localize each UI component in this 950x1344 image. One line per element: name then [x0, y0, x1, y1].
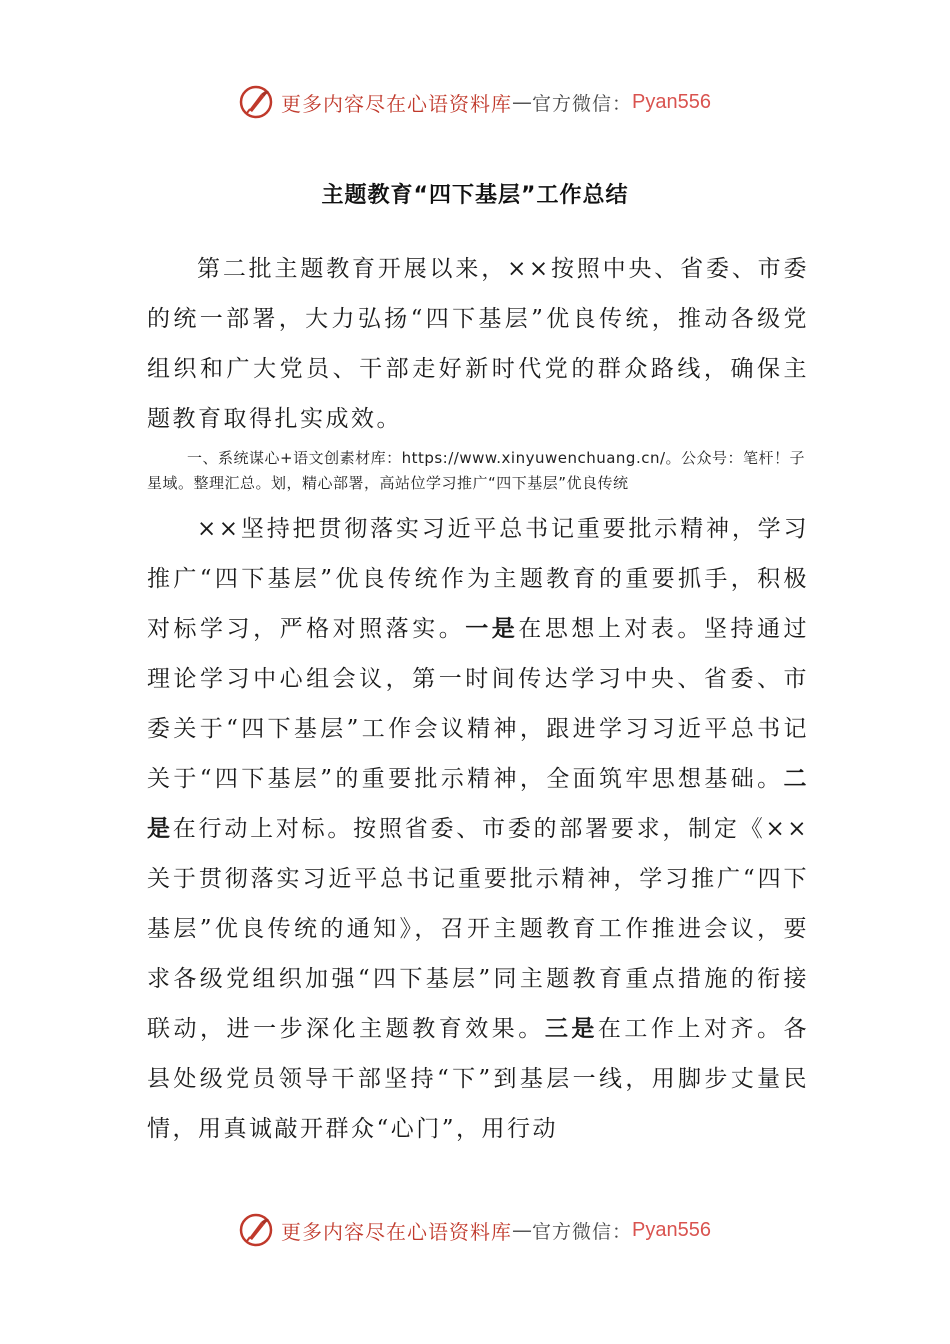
point-two-text: 在行动上对标。按照省委、市委的部署要求，制定《××关于贯彻落实习近平总书记重要批示精神，学习推广“四下基层”优良传统的通知》，召开主题教育工作推进会议，要求各级党组织加强“四下基层”同主题教育重点措施的衔接联动，进一步深化主题教育效果。 [147, 816, 810, 1042]
point-one-text: 在思想上对表。坚持通过理论学习中心组会议，第一时间传达学习中央、省委、市委关于“四下基层”工作会议精神，跟进学习习近平总书记关于“四下基层”的重要批示精神，全面筑牢思想基础。 [147, 616, 810, 792]
keyword-first: 一是 [465, 615, 519, 642]
quill-pen-logo-icon [239, 85, 273, 119]
keyword-third: 三是 [544, 1015, 598, 1042]
banner-text: 更多内容尽在心语资料库 [281, 1219, 512, 1244]
body-paragraph [147, 504, 809, 1154]
intro-paragraph: 第二批主题教育开展以来，××按照中央、省委、市委的统一部署，大力弘扬“四下基层”优良传统，推动各级党组织和广大党员、干部走好新时代党的群众路线，确保主题教育取得扎实成效。 [147, 256, 809, 432]
point-three-text: 在工作上对齐。各县处级党员领导干部坚持“下”到基层一线，用脚步丈量民情，用真诚敲开群众“心门”，用行动 [147, 1016, 810, 1142]
banner-wechat-id: Pyan556 [632, 90, 711, 113]
keyword-second: 二是 [147, 765, 809, 842]
banner-text: 更多内容尽在心语资料库 [281, 91, 512, 116]
banner-separator: — [512, 1218, 532, 1242]
paragraph-lead: ××坚持把贯彻落实习近平总书记重要批示精神，学习推广“四下基层”优良传统作为主题教育的重要抓手，积极对标学习，严格对照落实。 [147, 516, 809, 642]
document-title: 主题教育“四下基层”工作总结 [321, 183, 629, 208]
banner-wechat-label: 官方微信： [532, 92, 633, 115]
section-heading-note: 一、系统谋心+语文创素材库：https://www.xinyuwenchuang.cn/。公众号：笔杆！子星域。整理汇总。划，精心部署，高站位学习推广“四下基层”优良传统 [147, 449, 806, 492]
banner-wechat-label: 官方微信： [532, 1220, 633, 1243]
document-body [147, 244, 809, 1154]
banner-separator: — [512, 90, 532, 114]
quill-pen-logo-icon [239, 1213, 273, 1247]
header-banner [0, 80, 950, 124]
footer-banner [0, 1208, 950, 1252]
banner-wechat-id: Pyan556 [632, 1218, 711, 1241]
